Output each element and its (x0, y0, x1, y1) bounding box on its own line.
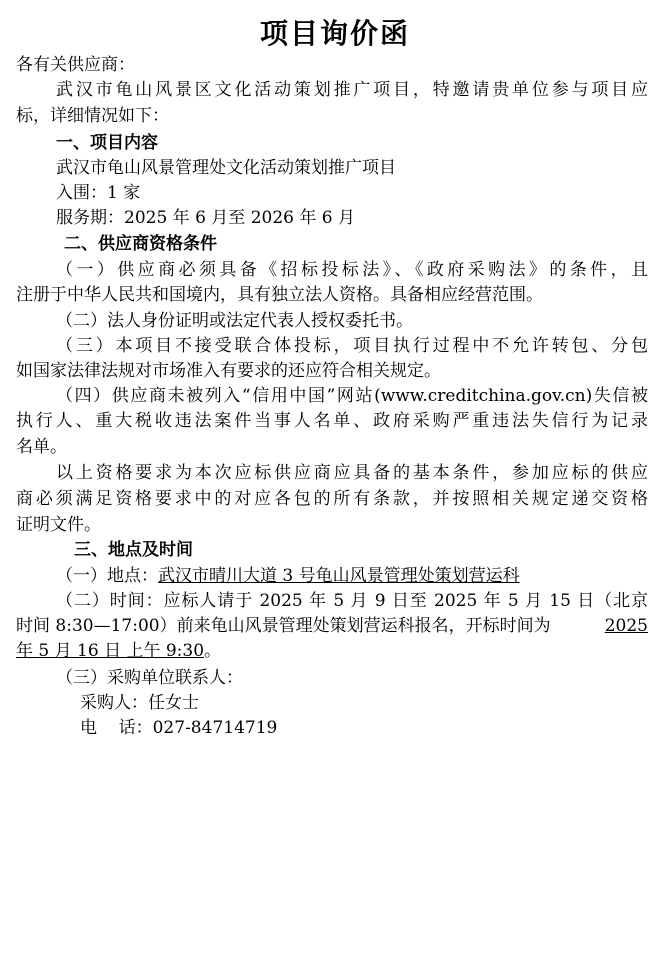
intro-line: 武汉市龟山风景区文化活动策划推广项目，特邀请贵单位参与项目应 (56, 80, 648, 100)
intro-line: 标，详细情况如下： (16, 106, 169, 126)
salutation: 各有关供应商： (16, 55, 135, 75)
section-heading-qualifications: 二、供应商资格条件 (64, 234, 217, 254)
location-address: 武汉市晴川大道 3 号龟山风景管理处策划营运科 (158, 566, 520, 586)
time-line: （二）时间：应标人请于 2025 年 5 月 9 日至 2025 年 5 月 15 日（北京 (56, 591, 648, 611)
qualification-note: 以上资格要求为本次应标供应商应具备的基本条件，参加应标的供应 (56, 463, 648, 483)
contact-heading: （三）采购单位联系人： (56, 668, 243, 688)
opening-datetime: 年 5 月 16 日 上午 9:30 (16, 641, 205, 661)
qualification-item: （二）法人身份证明或法定代表人授权委托书。 (56, 311, 413, 331)
qualification-item: 名单。 (16, 437, 67, 457)
qualification-note: 证明文件。 (16, 515, 101, 535)
time-text: 时间 8:30—17:00）前来龟山风景管理处策划营运科报名，开标时间为 (16, 616, 551, 636)
qualification-item: （一）供应商必须具备《招标投标法》、《政府采购法》的条件，且 (56, 260, 648, 280)
period-mark: 。 (204, 641, 222, 661)
time-line (16, 640, 221, 662)
location-label: （一）地点： (56, 566, 158, 586)
project-name: 武汉市龟山风景管理处文化活动策划推广项目 (56, 158, 396, 178)
qualification-item: 如国家法律法规对市场准入有要求的还应符合相关规定。 (16, 361, 441, 381)
quota: 入围：1 家 (56, 183, 141, 203)
section-heading-content: 一、项目内容 (56, 133, 158, 153)
qualification-item: （三）本项目不接受联合体投标，项目执行过程中不允许转包、分包 (56, 336, 648, 356)
opening-year: 2025 (604, 616, 648, 636)
location (56, 565, 520, 587)
buyer-contact: 采购人：任女士 (80, 693, 199, 713)
qualification-item: 执行人、重大税收违法案件当事人名单、政府采购严重违法失信行为记录 (16, 411, 648, 431)
page-title: 项目询价函 (259, 17, 410, 50)
qualification-item: （四）供应商未被列入“信用中国”网站(www.creditchina.gov.cn)失信被 (56, 386, 648, 406)
time-line (16, 615, 648, 637)
qualification-note: 商必须满足资格要求中的对应各包的所有条款，并按照相关规定递交资格 (16, 489, 648, 509)
qualification-item: 注册于中华人民共和国境内，具有独立法人资格。具备相应经营范围。 (16, 285, 543, 305)
phone-number: 电 话：027-84714719 (80, 718, 278, 738)
section-heading-place-time: 三、地点及时间 (74, 540, 193, 560)
service-period: 服务期：2025 年 6 月至 2026 年 6 月 (56, 208, 355, 228)
